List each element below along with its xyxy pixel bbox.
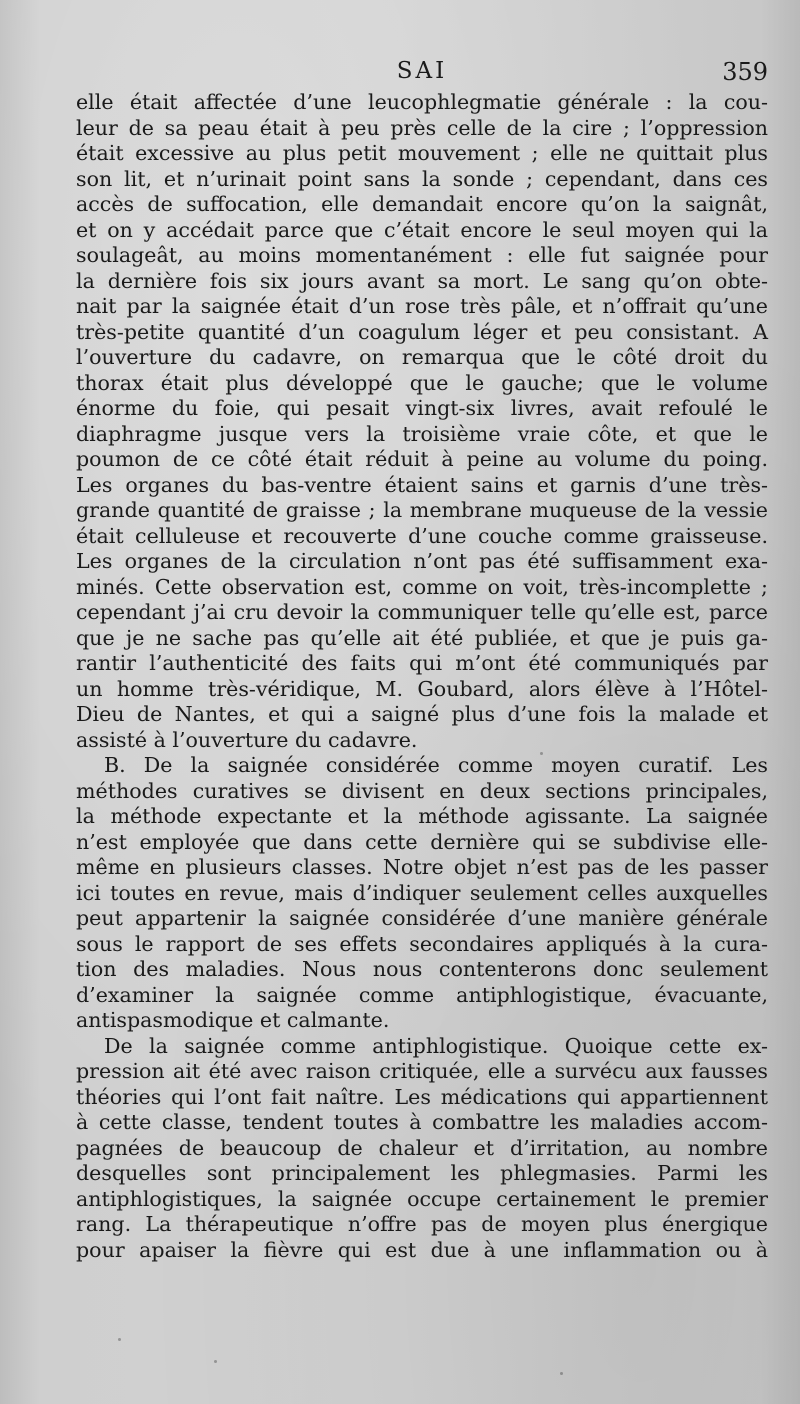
text-line: d’examiner la saignée comme antiphlogistique, évacuante, [76,982,768,1007]
text-line: elle était affectée d’une leucophlegmatie générale : la cou- [76,90,768,114]
paragraph-antiphlogistique [76,1034,768,1264]
paper-speckle [118,1338,121,1341]
text-line: tion des maladies. Nous nous contenterons donc seulement [76,957,768,981]
text-line: ici toutes en revue, mais d’indiquer seulement celles auxquelles [76,880,768,905]
text-line: sous le rapport de ses effets secondaires appliqués à la cura- [76,931,768,956]
text-line: était celluleuse et recouverte d’une couche comme graisseuse. [76,523,768,548]
text-line: pour apaiser la fièvre qui est due à une inflammation ou à [76,1237,768,1262]
running-head: SAI [396,58,448,84]
paper-speckle [540,752,543,755]
paper-speckle [560,1372,563,1375]
text-line: était excessive au plus petit mouvement ; elle ne quittait plus [76,141,768,165]
text-line: pagnées de beaucoup de chaleur et d’irritation, au nombre [76,1135,768,1160]
text-line: son lit, et n’urinait point sans la sonde ; cependant, dans ces [76,166,768,191]
body-text [76,90,768,1263]
text-line: Dieu de Nantes, et qui a saigné plus d’une fois la malade et [76,702,768,726]
text-line: très-petite quantité d’un coagulum léger et peu consistant. A [76,319,768,344]
text-line: grande quantité de graisse ; la membrane muqueuse de la vessie [76,498,768,522]
text-line: Les organes de la circulation n’ont pas été suffisamment exa- [76,549,768,573]
text-line: un homme très-véridique, M. Goubard, alors élève à l’Hôtel- [76,676,768,701]
text-line: énorme du foie, qui pesait vingt-six livres, avait refoulé le [76,396,768,420]
text-line: accès de suffocation, elle demandait encore qu’on la saignât, [76,192,768,216]
text-line: diaphragme jusque vers la troisième vraie côte, et que le [76,421,768,446]
text-line: théories qui l’ont fait naître. Les médications qui appartiennent [76,1084,768,1109]
text-line: cependant j’ai cru devoir la communiquer telle qu’elle est, parce [76,600,768,624]
section-heading-line: De la saignée comme antiphlogistique. Quoique cette ex- [104,1033,768,1058]
text-line: antiphlogistiques, la saignée occupe certainement le premier [76,1186,768,1211]
text-line: leur de sa peau était à peu près celle de la cire ; l’oppression [76,115,768,140]
text-line: l’ouverture du cadavre, on remarqua que le côté droit du [76,345,768,369]
text-line: soulageât, au moins momentanément : elle fut saignée pour [76,243,768,267]
text-line: thorax était plus développé que le gauche; que le volume [76,370,768,395]
text-line: la dernière fois six jours avant sa mort. Le sang qu’on obte- [76,268,768,293]
text-line: Les organes du bas-ventre étaient sains et garnis d’une très- [76,472,768,497]
text-line: antispasmodique et calmante. [76,1008,390,1032]
text-line: même en plusieurs classes. Notre objet n’est pas de les passer [76,855,768,879]
text-line: méthodes curatives se divisent en deux sections principales, [76,778,768,803]
text-line: minés. Cette observation est, comme on voit, très-incomplette ; [76,574,768,599]
text-line: à cette classe, tendent toutes à combattre les maladies accom- [76,1110,768,1134]
paragraph-saignee-curative [76,753,768,1034]
text-line: que je ne sache pas qu’elle ait été publiée, et que je puis ga- [76,625,768,650]
section-heading-line: B. De la saignée considérée comme moyen curatif. Les [104,753,768,777]
text-line: n’est employée que dans cette dernière qui se subdivise elle- [76,829,768,854]
page-header [76,58,768,92]
text-line: pression ait été avec raison critiquée, elle a survécu aux fausses [76,1059,768,1083]
text-line: la méthode expectante et la méthode agissante. La saignée [76,804,768,828]
paper-speckle [214,1360,217,1363]
text-line: nait par la saignée était d’un rose très pâle, et n’offrait qu’une [76,294,768,318]
text-line: et on y accédait parce que c’était encore le seul moyen qui la [76,217,768,242]
text-line: rang. La thérapeutique n’offre pas de moyen plus énergique [76,1212,768,1236]
text-line: poumon de ce côté était réduit à peine au volume du poing. [76,447,768,471]
text-line: peut appartenir la saignée considérée d’une manière générale [76,906,768,930]
paragraph-observation [76,90,768,753]
text-line: rantir l’authenticité des faits qui m’ont été communiqués par [76,651,768,675]
text-line: desquelles sont principalement les phlegmasies. Parmi les [76,1161,768,1185]
page-number: 359 [722,58,768,86]
text-line: assisté à l’ouverture du cadavre. [76,727,418,752]
